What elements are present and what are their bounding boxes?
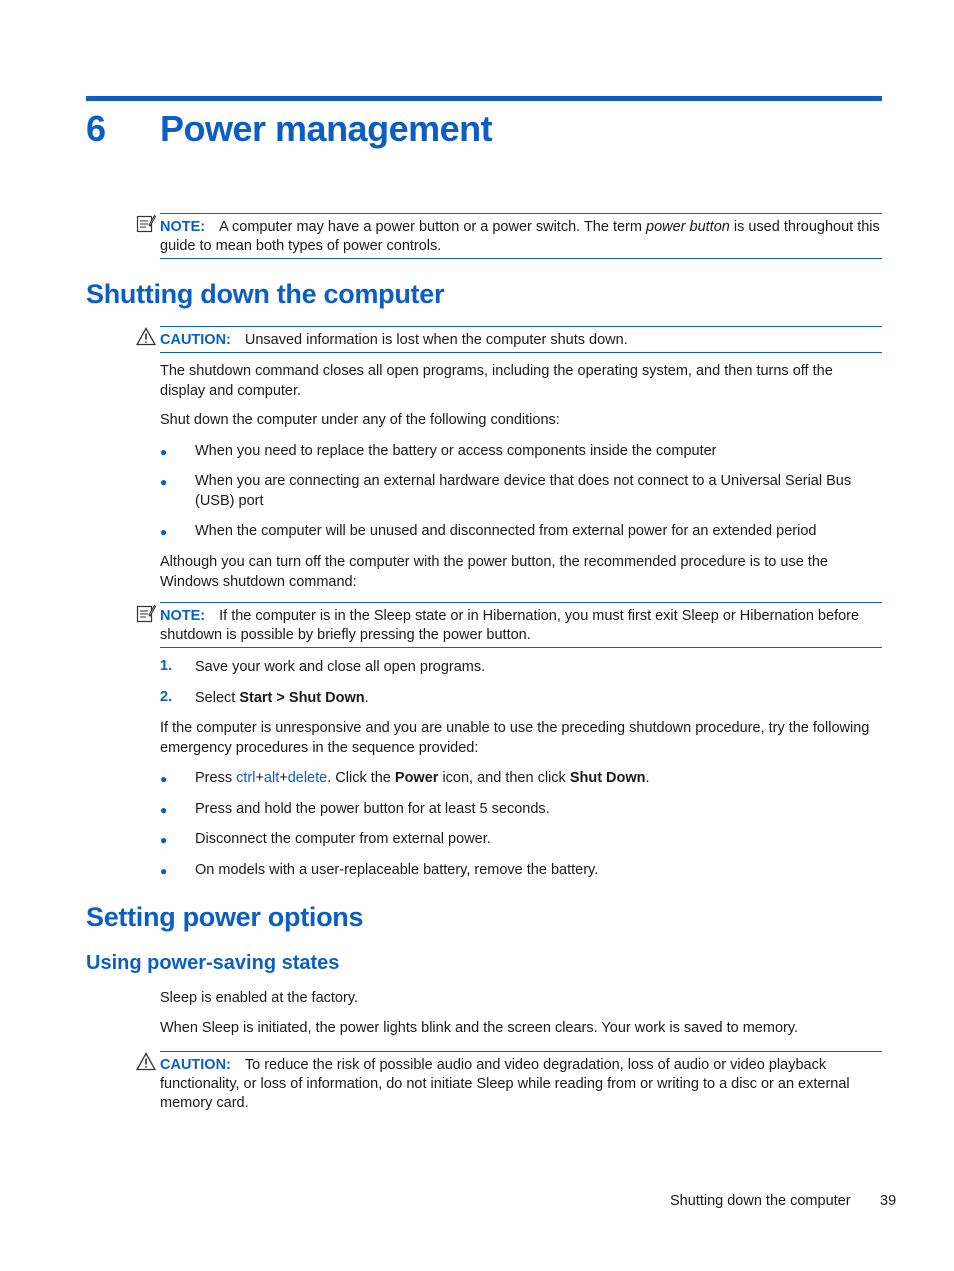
caution-box — [160, 326, 882, 353]
step-number: 1. — [160, 658, 173, 674]
page-number: 39 — [880, 1193, 897, 1209]
note-box — [160, 213, 882, 259]
warning-triangle-icon — [136, 1052, 156, 1071]
subsection-heading: Using power-saving states — [86, 952, 340, 974]
footer-section: Shutting down the computer — [670, 1193, 851, 1209]
key-delete: delete — [287, 770, 328, 786]
bullet-dot: ● — [160, 833, 168, 847]
key-alt: alt — [263, 770, 280, 786]
note-pad-icon — [136, 213, 156, 233]
caution-label: CAUTION: — [160, 1057, 231, 1073]
caution-text: To reduce the risk of possible audio and video degradation, loss of audio or video playback functionality, or loss of information, do not initiate Sleep while reading from or writing to a disc or an external memory card. — [160, 1057, 850, 1111]
note-pad-icon — [136, 603, 156, 623]
list-item: On models with a user-replaceable battery, remove the battery. — [195, 862, 599, 878]
bullet-dot: ● — [160, 445, 168, 459]
note-text: A computer may have a power button or a power switch. The term — [219, 219, 646, 235]
paragraph: Sleep is enabled at the factory. — [160, 990, 359, 1006]
bullet-dot: ● — [160, 803, 168, 817]
list-item: Disconnect the computer from external power. — [195, 831, 491, 847]
bullet-dot: ● — [160, 864, 168, 878]
note-box — [160, 602, 882, 648]
step-text: Select Start > Shut Down. — [195, 690, 369, 706]
caution-text: Unsaved information is lost when the computer shuts down. — [244, 332, 628, 348]
step-text: Save your work and close all open programs. — [195, 659, 486, 675]
menu-path: Start > Shut Down — [239, 690, 365, 706]
paragraph: Although you can turn off the computer with the power button, the recommended procedure is to use the Windows shutdown command: — [160, 554, 828, 590]
chapter-rule — [86, 96, 882, 101]
section-heading: Setting power options — [86, 902, 364, 932]
list-item: Press ctrl+alt+delete. Click the Power icon, and then click Shut Down. — [195, 770, 650, 786]
caution-box — [160, 1051, 882, 1115]
bullet-dot: ● — [160, 525, 168, 539]
chapter-number: 6 — [86, 108, 106, 149]
note-text-end: is used throughout this guide to mean both types of power controls. — [160, 219, 880, 254]
list-item: When the computer will be unused and disconnected from external power for an extended period — [195, 523, 817, 539]
note-text: If the computer is in the Sleep state or in Hibernation, you must first exit Sleep or Hibernation before shutdown is possible by briefly pressing the power button. — [160, 608, 860, 643]
list-item: Press and hold the power button for at least 5 seconds. — [195, 801, 550, 817]
list-item: When you are connecting an external hardware device that does not connect to a Universal Serial Bus (USB) port — [195, 473, 852, 509]
note-label: NOTE: — [160, 608, 206, 624]
warning-triangle-icon — [136, 327, 156, 346]
key-ctrl: ctrl — [236, 770, 256, 786]
list-item: When you need to replace the battery or access components inside the computer — [195, 443, 717, 459]
paragraph: If the computer is unresponsive and you are unable to use the preceding shutdown procedure, try the following emergency procedures in the sequence provided: — [160, 720, 870, 756]
paragraph: Shut down the computer under any of the following conditions: — [160, 412, 560, 428]
note-italic: power button — [646, 219, 730, 235]
note-label: NOTE: — [160, 219, 206, 235]
paragraph: When Sleep is initiated, the power lights blink and the screen clears. Your work is saved to memory. — [160, 1020, 799, 1036]
bullet-dot: ● — [160, 772, 168, 786]
step-number: 2. — [160, 689, 173, 705]
section-heading: Shutting down the computer — [86, 279, 445, 309]
bullet-dot: ● — [160, 475, 168, 489]
caution-label: CAUTION: — [160, 332, 231, 348]
paragraph: The shutdown command closes all open programs, including the operating system, and then turns off the display and computer. — [160, 363, 833, 399]
chapter-title: Power management — [160, 108, 493, 149]
